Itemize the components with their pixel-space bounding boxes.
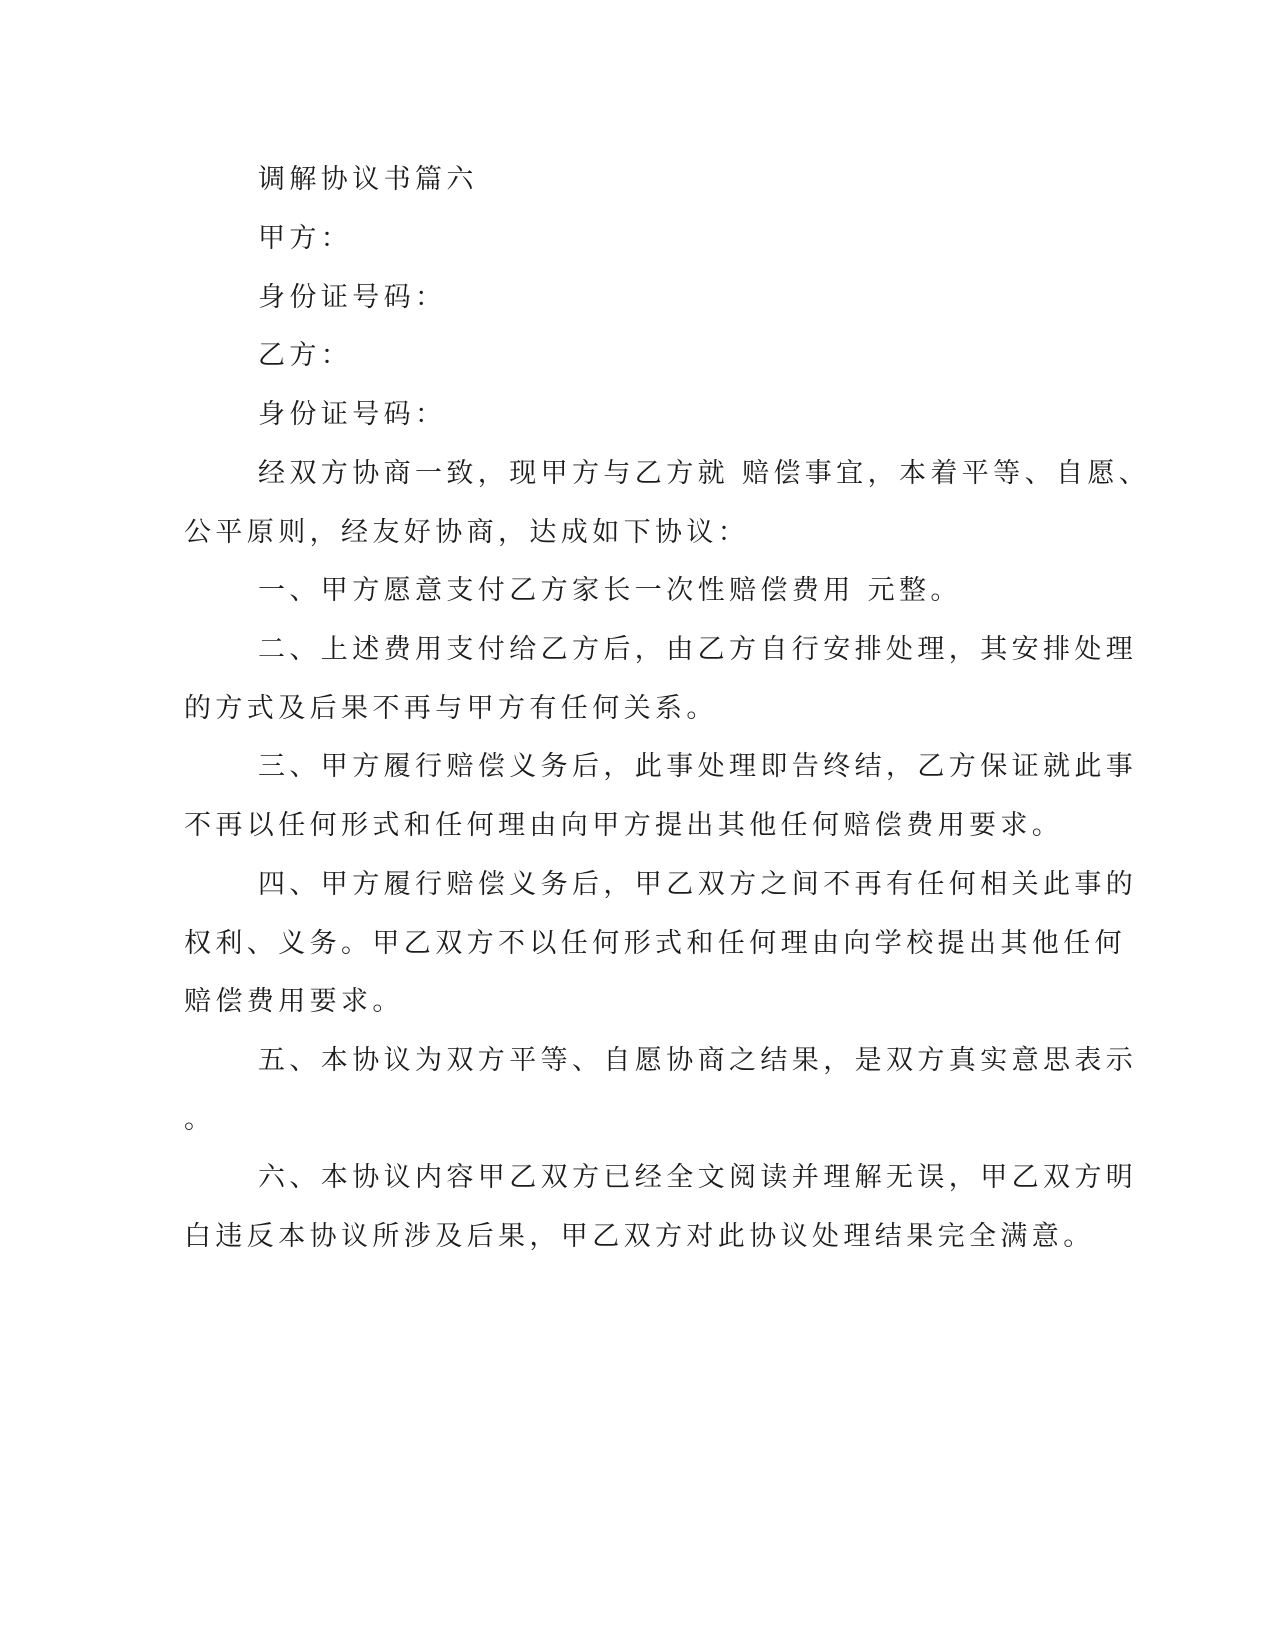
document-title: 调解协议书篇六 — [258, 164, 478, 195]
clause-5-line-2: 。 — [184, 1104, 216, 1135]
preamble-line-2: 公平原则，经友好协商，达成如下协议： — [184, 517, 750, 548]
party-a-label: 甲方： — [258, 223, 353, 254]
clause-3-line-2: 不再以任何形式和任何理由向甲方提出其他任何赔偿费用要求。 — [184, 810, 1064, 841]
preamble-line-1: 经双方协商一致，现甲方与乙方就 赔偿事宜，本着平等、自愿、 — [258, 458, 1151, 489]
clause-2-line-1: 二、上述费用支付给乙方后，由乙方自行安排处理，其安排处理 — [258, 634, 1138, 665]
clause-4-line-2: 权利、义务。甲乙双方不以任何形式和任何理由向学校提出其他任何 — [184, 928, 1126, 959]
clause-5-line-1: 五、本协议为双方平等、自愿协商之结果，是双方真实意思表示 — [258, 1045, 1138, 1076]
party-b-id-label: 身份证号码： — [258, 399, 447, 430]
clause-6-line-2: 白违反本协议所涉及后果，甲乙双方对此协议处理结果完全满意。 — [184, 1221, 1095, 1252]
clause-4-line-1: 四、甲方履行赔偿义务后，甲乙双方之间不再有任何相关此事的 — [258, 869, 1138, 900]
party-a-id-label: 身份证号码： — [258, 282, 447, 313]
party-b-label: 乙方： — [258, 340, 353, 371]
clause-2-line-2: 的方式及后果不再与甲方有任何关系。 — [184, 693, 718, 724]
clause-6-line-1: 六、本协议内容甲乙双方已经全文阅读并理解无误，甲乙双方明 — [258, 1162, 1138, 1193]
clause-1-line-1: 一、甲方愿意支付乙方家长一次性赔偿费用 元整。 — [258, 575, 962, 606]
clause-4-line-3: 赔偿费用要求。 — [184, 986, 404, 1017]
clause-3-line-1: 三、甲方履行赔偿义务后，此事处理即告终结，乙方保证就此事 — [258, 751, 1138, 782]
